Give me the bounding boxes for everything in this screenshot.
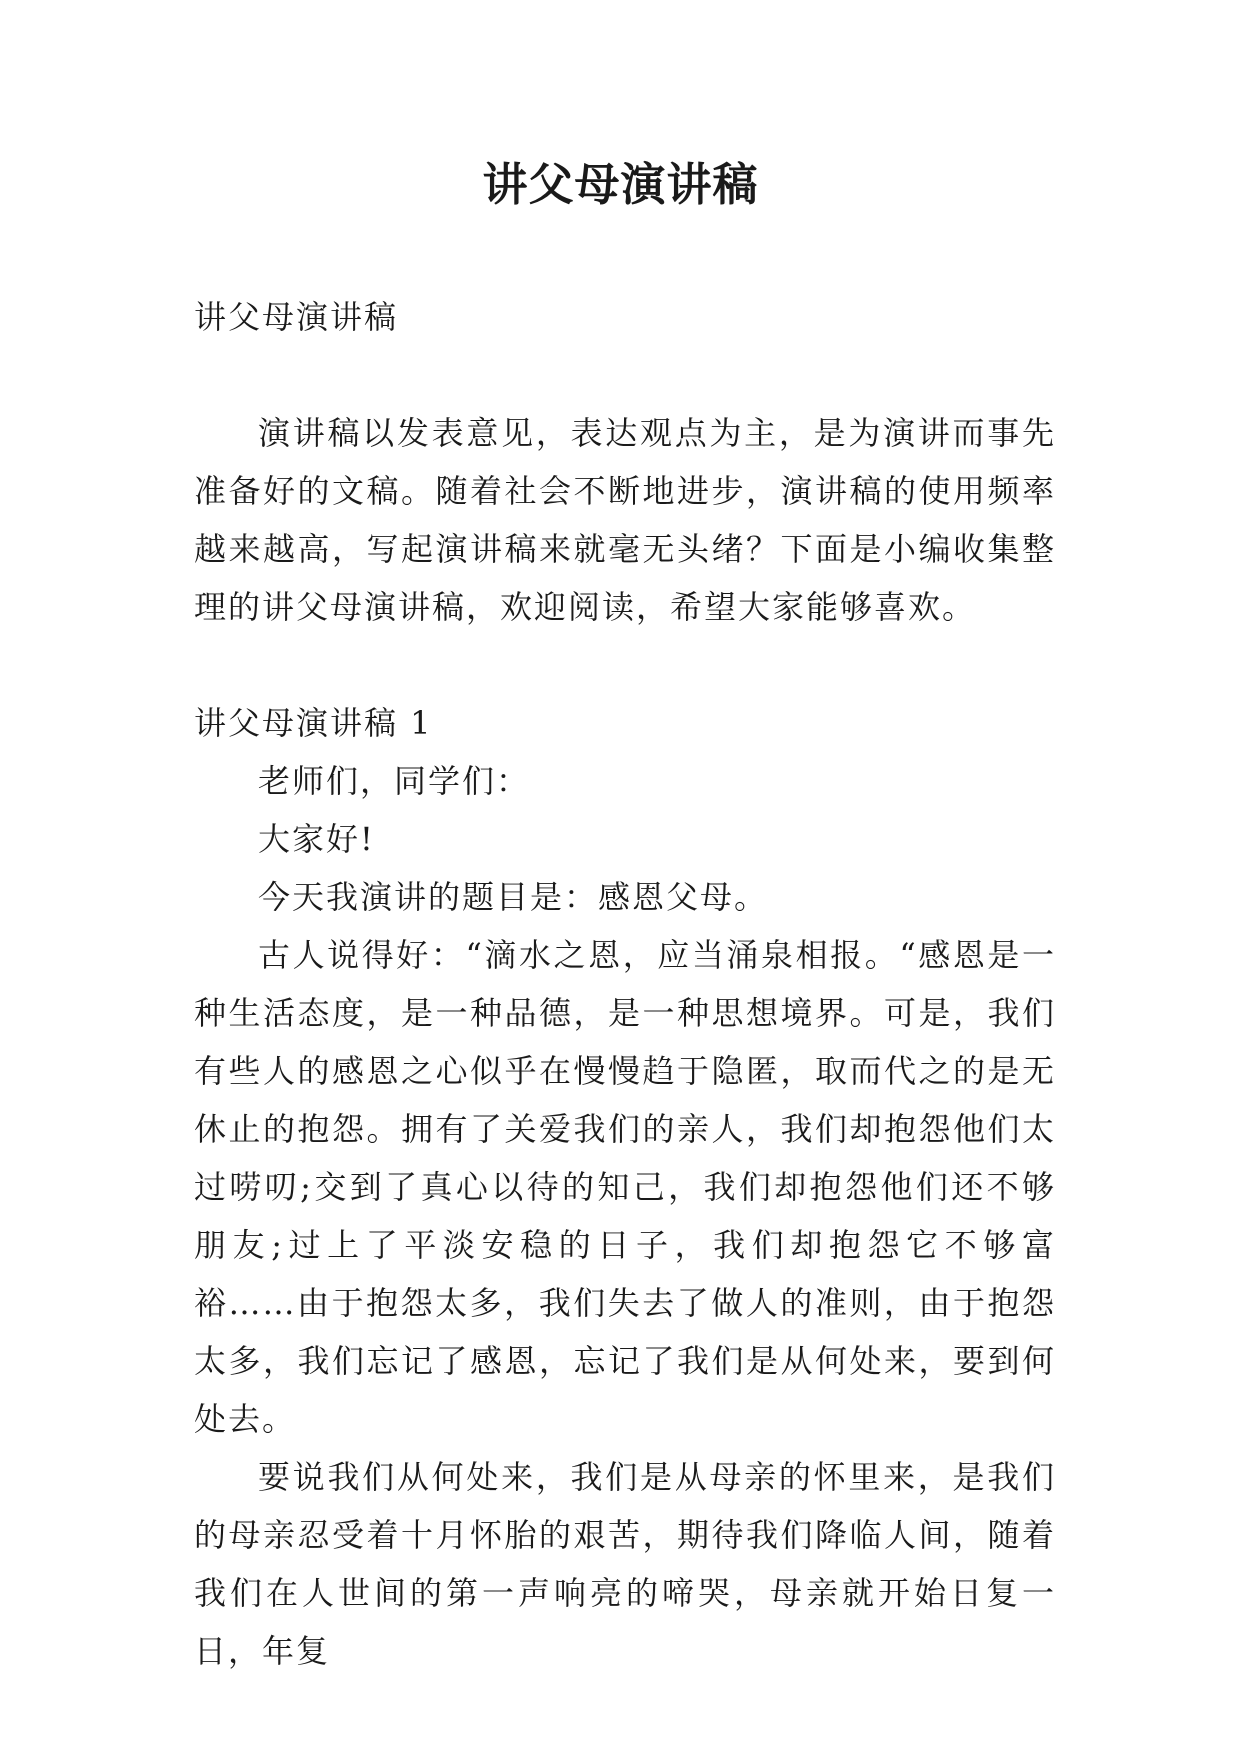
greeting-paragraph: 大家好! (258, 820, 375, 858)
spacer (194, 346, 1056, 404)
topic-paragraph: 今天我演讲的题目是：感恩父母。 (258, 878, 769, 916)
section-heading: 讲父母演讲稿 1 (194, 704, 433, 742)
intro-paragraph: 演讲稿以发表意见，表达观点为主，是为演讲而事先准备好的文稿。随着社会不断地进步，演讲稿的使用频率越来越高，写起演讲稿来就毫无头绪？下面是小编收集整理的讲父母演讲稿，欢迎阅读，希望大家能够喜欢。 (194, 414, 1056, 626)
spacer (194, 636, 1056, 694)
document-body (194, 288, 1056, 1680)
body-paragraph: 要说我们从何处来，我们是从母亲的怀里来，是我们的母亲忍受着十月怀胎的艰苦，期待我们降临人间，随着我们在人世间的第一声响亮的啼哭，母亲就开始日复一日，年复 (194, 1458, 1056, 1670)
body-paragraph: 古人说得好：“滴水之恩，应当涌泉相报。“感恩是一种生活态度，是一种品德，是一种思想境界。可是，我们有些人的感恩之心似乎在慢慢趋于隐匿，取而代之的是无休止的抱怨。拥有了关爱我们的亲人，我们却抱怨他们太过唠叨;交到了真心以待的知己，我们却抱怨他们还不够朋友;过上了平淡安稳的日子，我们却抱怨它不够富裕……由于抱怨太多，我们失去了做人的准则，由于抱怨太多，我们忘记了感恩，忘记了我们是从何处来，要到何处去。 (194, 936, 1056, 1438)
salutation-paragraph: 老师们，同学们： (258, 762, 531, 800)
document-subtitle: 讲父母演讲稿 (194, 298, 399, 336)
document-title: 讲父母演讲稿 (482, 158, 759, 211)
